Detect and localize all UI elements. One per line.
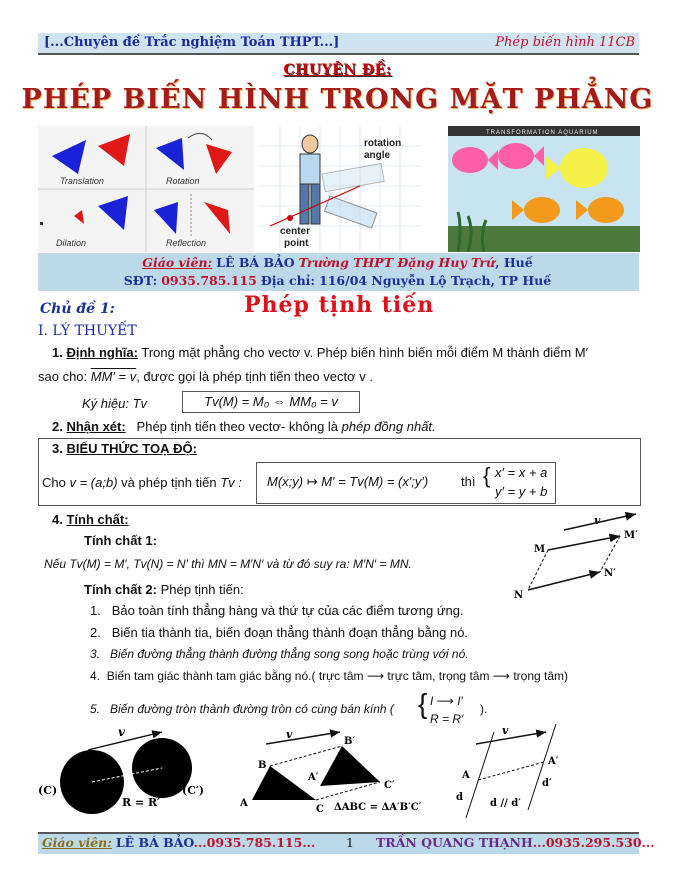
topic-label: Chủ đề 1:: [40, 301, 115, 317]
triangle-translation-figure: [239, 728, 422, 815]
svg-text:N′: N′: [604, 568, 616, 579]
footer-left: Giáo viên: LÊ BÁ BẢO...0935.785.115...: [42, 835, 316, 850]
prop1-text: Nếu Tv(M) = M′, Tv(N) = N′ thì MN = M′N′ và từ đó suy ra: M′N′ = MN.: [44, 557, 412, 571]
svg-text:v: v: [502, 724, 509, 737]
svg-text:center: center: [280, 226, 311, 237]
svg-text:ΔABC = ΔA′B′C′: ΔABC = ΔA′B′C′: [334, 802, 422, 813]
prop-item-3: 3. Biến đường thẳng thành đường thẳng song song hoặc trùng với nó.: [90, 647, 469, 661]
svg-text:M: M: [534, 544, 546, 555]
remark-line: 2. Nhận xét: Phép tịnh tiến theo vectơ- không là phép đồng nhất.: [52, 419, 436, 434]
teacher-line: Giáo viên: LÊ BÁ BẢO Trường THPT Đặng Huy Trứ, Huế: [142, 255, 533, 270]
svg-text:rotation: rotation: [364, 138, 402, 149]
svg-text:(C): (C): [38, 784, 58, 797]
svg-text:v: v: [594, 514, 601, 527]
svg-text:A: A: [240, 798, 248, 809]
prop-item-4: 4. Biến tam giác thành tam giác bằng nó.( trực tâm ⟶ trực tâm, trọng tâm ⟶ trọng tâm): [90, 669, 569, 683]
footer-right: TRẦN QUANG THẠNH...0935.295.530...: [376, 835, 655, 850]
svg-text:v: v: [286, 728, 293, 741]
svg-text:A′: A′: [548, 756, 559, 767]
illustration-strip: [38, 126, 640, 252]
prop-item-5: 5. Biến đường tròn thành đường tròn có cùng bán kính (: [90, 702, 394, 716]
coord-heading: 3. BIỂU THỨC TOẠ ĐỘ:: [52, 441, 197, 456]
svg-text:angle: angle: [364, 150, 391, 161]
header-left: [...Chuyên đề Trắc nghiệm Toán THPT...]: [44, 35, 340, 50]
coord-line: Cho v = (a;b) và phép tịnh tiến Tv :: [42, 475, 242, 490]
notation-label: Ký hiệu: Tv: [82, 396, 148, 411]
svg-text:C: C: [316, 804, 324, 815]
coord-formula-box: M(x;y) ↦ M′ = Tv(M) = (x′;y′) thì { x′ = x + a y′ = y + b: [256, 462, 556, 504]
svg-text:TRANSFORMATION AQUARIUM: TRANSFORMATION AQUARIUM: [486, 130, 599, 136]
props-heading: 4. Tính chất:: [52, 512, 129, 527]
svg-text:(C′): (C′): [182, 784, 205, 797]
bottom-figures: [36, 722, 642, 822]
svg-text:A′: A′: [308, 772, 319, 783]
rotation-person-panel: [260, 126, 422, 252]
main-title: PHÉP BIẾN HÌNH TRONG MẶT PHẲNG: [21, 84, 654, 115]
prop-item-1: 1. Bảo toàn tính thẳng hàng và thứ tự của các điểm tương ứng.: [90, 603, 464, 618]
vector-parallelogram-figure: [506, 510, 656, 604]
svg-text:v: v: [118, 725, 125, 739]
svg-text:C′: C′: [384, 780, 395, 791]
svg-text:R = R′: R = R′: [122, 796, 161, 809]
section-heading: I. LÝ THUYẾT: [38, 323, 137, 339]
svg-text:Dilation: Dilation: [56, 238, 87, 248]
contact-line: SĐT: 0935.785.115 Địa chỉ: 116/04 Nguyễn Lộ Trạch, TP Huế: [123, 273, 552, 288]
svg-text:Translation: Translation: [60, 176, 104, 186]
svg-text:M′: M′: [624, 530, 638, 541]
notation-formula: Tv(M) = M₀ ⇔ MM₀ = v: [182, 391, 360, 413]
circle-translation-figure: [38, 725, 204, 814]
svg-text:N: N: [514, 590, 524, 601]
definition-line-1: 1. Định nghĩa: Trong mặt phẳng cho vectơ v. Phép biến hình biến mỗi điểm M thành điểm M′: [52, 345, 589, 360]
svg-text:d // d′: d // d′: [490, 798, 521, 809]
prop2-line: Tính chất 2: Phép tịnh tiến:: [84, 582, 244, 597]
svg-text:Rotation: Rotation: [166, 176, 200, 186]
header-right: Phép biến hình 11CB: [495, 35, 635, 50]
svg-text:Reflection: Reflection: [166, 238, 207, 248]
svg-text:d: d: [456, 792, 463, 803]
line-translation-figure: [456, 724, 559, 818]
prop1-label: Tính chất 1:: [84, 533, 157, 548]
svg-text:B′: B′: [344, 736, 356, 747]
svg-text:B: B: [258, 760, 267, 771]
svg-text:A: A: [462, 770, 470, 781]
svg-text:d′: d′: [542, 778, 552, 789]
chuyen-de-label: CHUYÊN ĐỀ:: [283, 62, 392, 78]
definition-line-2: sao cho: MM′ = v, được gọi là phép tịnh tiến theo vectơ v .: [38, 369, 373, 384]
svg-text:point: point: [284, 238, 309, 249]
page-number: 1: [346, 835, 354, 850]
transformations-panel: [38, 126, 254, 252]
topic-title: Phép tịnh tiến: [244, 292, 435, 318]
prop-item-2: 2. Biến tia thành tia, biến đoạn thẳng thành đoạn thẳng bằng nó.: [90, 625, 469, 640]
aquarium-panel: [448, 126, 640, 252]
